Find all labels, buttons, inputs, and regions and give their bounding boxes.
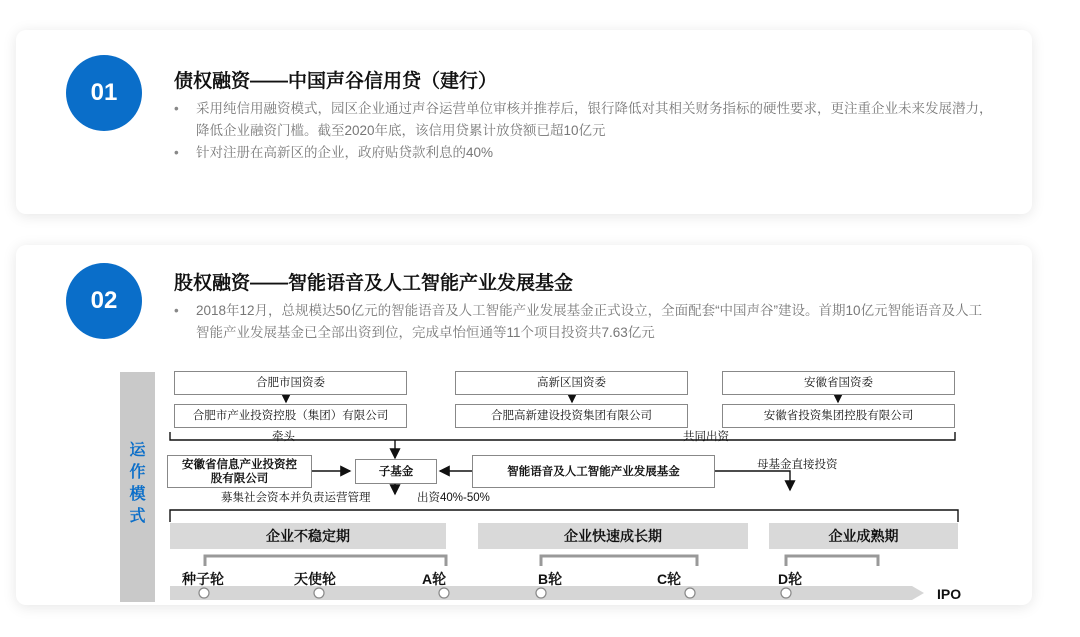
bullet-item: • 采用纯信用融资模式，园区企业通过声谷运营单位审核并推荐后，银行降低对其相关财务指标的硬性要求，更注重企业未来发展潜力，降低企业融资门槛。截至2020年底，该信用贷累计放贷额已超10亿元 <box>174 98 994 142</box>
investor-box: 合肥市产业投资控股（集团）有限公司 <box>174 404 407 428</box>
stage-angel: 天使轮 <box>294 571 336 587</box>
bullet-item: • 针对注册在高新区的企业，政府贴贷款利息的40% <box>174 142 994 164</box>
section-number-badge: 01 <box>66 55 142 131</box>
section-number-badge: 02 <box>66 263 142 339</box>
stage-a: A轮 <box>422 571 447 587</box>
main-fund-box: 智能语音及人工智能产业发展基金 <box>472 455 715 488</box>
shareholder-box: 高新区国资委 <box>455 371 688 395</box>
anhui-info-box: 安徽省信息产业投资控股有限公司 <box>167 455 312 488</box>
direct-invest-label: 母基金直接投资 <box>757 459 838 471</box>
phase-growth: 企业快速成长期 <box>478 523 748 549</box>
co-fund-label: 共同出资 <box>683 431 729 443</box>
phase-unstable: 企业不稳定期 <box>170 523 446 549</box>
shareholder-box: 合肥市国资委 <box>174 371 407 395</box>
phase-mature: 企业成熟期 <box>769 523 958 549</box>
lead-label: 牵头 <box>272 431 295 443</box>
invest-ratio-label: 出资40%-50% <box>417 492 490 504</box>
stage-seed: 种子轮 <box>182 571 224 587</box>
side-label: 运作模式 <box>129 442 146 525</box>
section-title: 股权融资——智能语音及人工智能产业发展基金 <box>174 273 574 294</box>
stage-c: C轮 <box>657 571 682 587</box>
section-title: 债权融资——中国声谷信用贷（建行） <box>174 71 498 92</box>
investor-box: 合肥高新建设投资集团有限公司 <box>455 404 688 428</box>
shareholder-box: 安徽省国资委 <box>722 371 955 395</box>
raise-label: 募集社会资本并负责运营管理 <box>221 492 371 504</box>
bullet-item: • 2018年12月，总规模达50亿元的智能语音及人工智能产业发展基金正式设立，全面配套“中国声谷”建设。首期10亿元智能语音及人工智能产业发展基金已全部出资到位，完成卓怡恒通等11个项目投资共7.63亿元 <box>174 300 994 344</box>
stage-ipo: IPO <box>937 586 962 602</box>
investor-box: 安徽省投资集团控股有限公司 <box>722 404 955 428</box>
stage-d: D轮 <box>778 571 803 587</box>
sub-fund-box: 子基金 <box>355 459 437 484</box>
stage-b: B轮 <box>538 571 563 587</box>
